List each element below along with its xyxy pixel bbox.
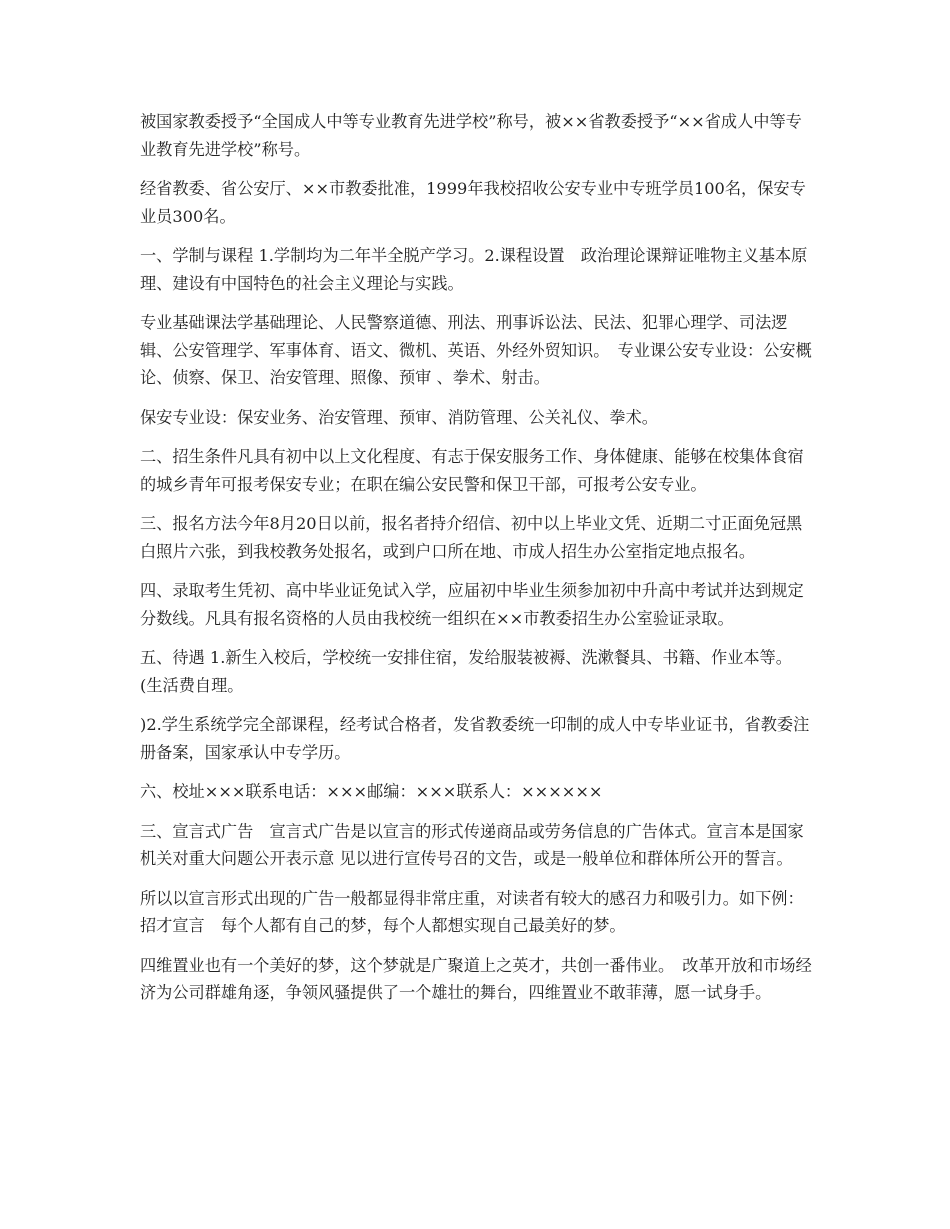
document-body	[140, 108, 812, 1019]
paragraph: 二、招生条件凡具有初中以上文化程度、有志于保安服务工作、身体健康、能够在校集体食宿的城乡青年可报考保安专业；在职在编公安民警和保卫干部，可报考公安专业。	[140, 447, 804, 494]
paragraph: 三、报名方法今年8月20日以前，报名者持介绍信、初中以上毕业文凭、近期二寸正面免冠黑白照片六张，到我校教务处报名，或到户口所在地、市成人招生办公室指定地点报名。	[140, 514, 803, 561]
paragraph: )2.学生系统学完全部课程，经考试合格者，发省教委统一印制的成人中专毕业证书，省教委注册备案，国家承认中专学历。	[140, 715, 810, 762]
paragraph: 被国家教委授予“全国成人中等专业教育先进学校”称号，被××省教委授予“××省成人中等专业教育先进学校”称号。	[140, 112, 802, 159]
paragraph: 经省教委、省公安厅、××市教委批准，1999年我校招收公安专业中专班学员100名，保安专业员300名。	[140, 179, 806, 226]
paragraph: 一、学制与课程 1.学制均为二年半全脱产学习。2.课程设置 政治理论课辩证唯物主义基本原理、建设有中国特色的社会主义理论与实践。	[140, 246, 808, 293]
paragraph: 所以以宣言形式出现的广告一般都显得非常庄重，对读者有较大的感召力和吸引力。如下例：招才宣言 每个人都有自己的梦，每个人都想实现自己最美好的梦。	[140, 888, 804, 935]
paragraph: 四维置业也有一个美好的梦，这个梦就是广聚道上之英才，共创一番伟业。 改革开放和市场经济为公司群雄角逐，争领风骚提供了一个雄壮的舞台，四维置业不敢菲薄，愿一试身手。	[140, 955, 812, 1002]
paragraph: 六、校址×××联系电话：×××邮编：×××联系人：××××××	[140, 782, 603, 801]
paragraph: 专业基础课法学基础理论、人民警察道德、刑法、刑事诉讼法、民法、犯罪心理学、司法逻辑、公安管理学、军事体育、语文、微机、英语、外经外贸知识。 专业课公安专业设：公安概论、侦察、保卫、治安管理、照像、预审 、拳术、射击。	[140, 313, 812, 387]
paragraph: 五、待遇 1.新生入校后，学校统一安排住宿，发给服装被褥、洗漱餐具、书籍、作业本等。(生活费自理。	[140, 648, 792, 695]
paragraph: 三、宣言式广告 宣言式广告是以宣言的形式传递商品或劳务信息的广告体式。宣言本是国家机关对重大问题公开表示意 见以进行宣传号召的文告，或是一般单位和群体所公开的誓言。	[140, 821, 804, 868]
paragraph: 四、录取考生凭初、高中毕业证免试入学，应届初中毕业生须参加初中升高中考试并达到规定分数线。凡具有报名资格的人员由我校统一组织在××市教委招生办公室验证录取。	[140, 581, 804, 628]
paragraph: 保安专业设：保安业务、治安管理、预审、消防管理、公关礼仪、拳术。	[140, 407, 658, 427]
